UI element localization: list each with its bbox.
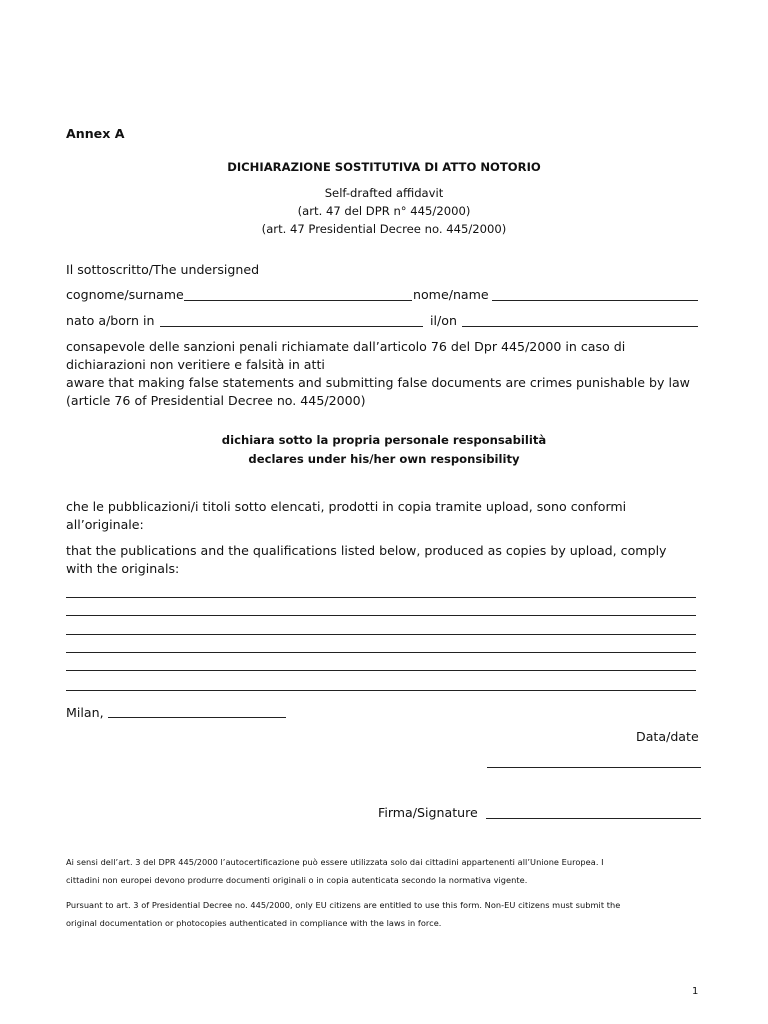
statement-italian-line1: che le pubblicazioni/i titoli sotto elencati, prodotti in copia tramite upload, sono conformi [66, 499, 627, 514]
signature-field[interactable] [486, 818, 701, 819]
list-line[interactable] [66, 615, 696, 616]
statement-english-line2: with the originals: [66, 561, 180, 576]
date-field[interactable] [487, 767, 701, 768]
list-line[interactable] [66, 690, 696, 691]
born-in-label: nato a/born in [66, 313, 155, 328]
footnote-italian-line1: Ai sensi dell’art. 3 del DPR 445/2000 l’autocertificazione può essere utilizzata solo dai cittadini appartenenti all’Unione Europea. I [66, 857, 604, 867]
footnote-english-line2: original documentation or photocopies authenticated in compliance with the laws in force. [66, 918, 442, 928]
awareness-english-line2: (article 76 of Presidential Decree no. 445/2000) [66, 393, 366, 408]
awareness-italian-line1: consapevole delle sanzioni penali richiamate dall’articolo 76 del Dpr 445/2000 in caso di [66, 339, 626, 354]
footnote-italian-line2: cittadini non europei devono produrre documenti originali o in copia autenticata secondo la normativa vigente. [66, 875, 528, 885]
document-title: DICHIARAZIONE SOSTITUTIVA DI ATTO NOTORIO [227, 160, 541, 174]
annex-label: Annex A [66, 126, 125, 141]
list-line[interactable] [66, 670, 696, 671]
statement-english-line1: that the publications and the qualifications listed below, produced as copies by upload, comply [66, 543, 667, 558]
reference-english: (art. 47 Presidential Decree no. 445/2000) [261, 222, 507, 236]
name-field[interactable] [492, 300, 698, 301]
undersigned-label: Il sottoscritto/The undersigned [66, 262, 260, 277]
reference-italian: (art. 47 del DPR n° 445/2000) [297, 204, 471, 218]
declaration-english: declares under his/her own responsibility [248, 452, 520, 466]
name-label: nome/name [413, 287, 489, 302]
statement-italian-line2: all’originale: [66, 517, 144, 532]
surname-label: cognome/surname [66, 287, 184, 302]
awareness-english-line1: aware that making false statements and submitting false documents are crimes punishable by law [66, 375, 690, 390]
place-label: Milan, [66, 705, 104, 720]
born-on-label: il/on [430, 313, 457, 328]
born-in-field[interactable] [160, 326, 423, 327]
born-on-field[interactable] [462, 326, 698, 327]
document-subtitle: Self-drafted affidavit [324, 186, 444, 200]
list-line[interactable] [66, 634, 696, 635]
footnote-english-line1: Pursuant to art. 3 of Presidential Decree no. 445/2000, only EU citizens are entitled to use this form. Non-EU citizens must submit the [66, 900, 621, 910]
signature-label: Firma/Signature [378, 805, 478, 820]
list-line[interactable] [66, 652, 696, 653]
date-label: Data/date [636, 729, 699, 744]
page-number: 1 [692, 986, 699, 997]
surname-field[interactable] [184, 300, 412, 301]
awareness-italian-line2: dichiarazioni non veritiere e falsità in atti [66, 357, 325, 372]
place-field[interactable] [108, 717, 286, 718]
list-line[interactable] [66, 597, 696, 598]
declaration-italian: dichiara sotto la propria personale responsabilità [221, 433, 547, 447]
